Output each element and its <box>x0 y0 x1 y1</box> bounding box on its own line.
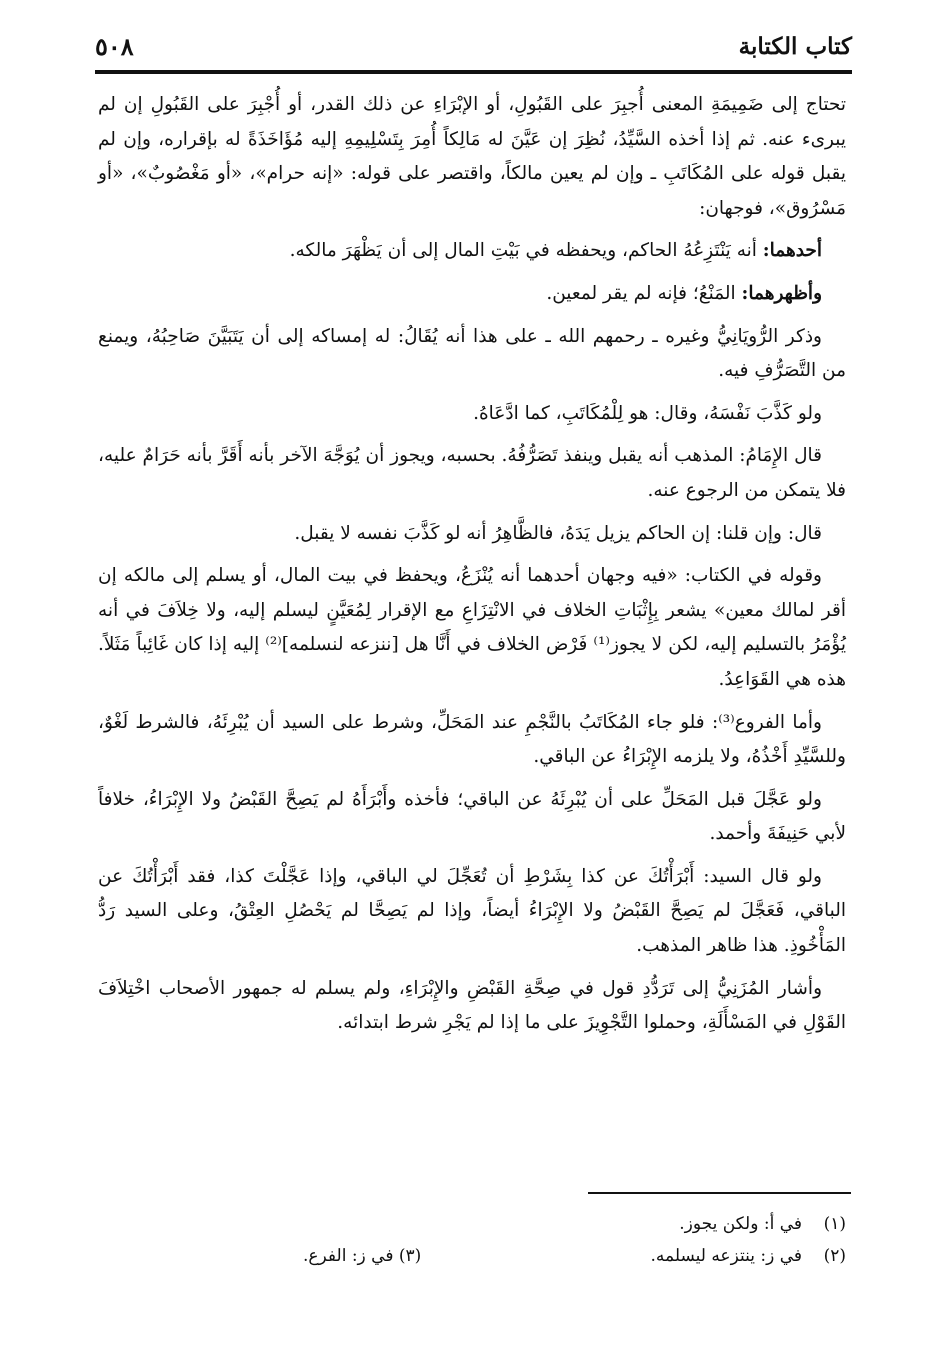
paragraph-2 <box>98 234 846 269</box>
footnote-divider <box>588 1192 851 1194</box>
first-view-label: أحدهما: <box>762 240 822 262</box>
paragraph-7: قال: وإن قلنا: إن الحاكم يزيل يَدَهُ، فالظَّاهِرُ أنه لو كَذَّبَ نفسه لا يقبل. <box>294 522 822 544</box>
footnote-3: (٣) في ز: الفرع. <box>303 1246 422 1266</box>
footnote-2 <box>98 1240 846 1272</box>
footnotes <box>98 1208 846 1272</box>
paragraph-10: ولو عَجَّلَ قبل المَحَلِّ على أن يُبْرِئَهُ عن الباقي؛ فأخذه وأَبْرَأَهُ لم يَصِحَّ القَبْضُ ولا الإِبْرَاءُ، خلافاً لأبي حَنِيفَةَ وأحمد. <box>98 788 846 845</box>
paragraph-11: ولو قال السيد: أَبْرَأْتُكَ عن كذا بِشَرْطِ أن تُعَجِّلَ لي الباقي، وإذا عَجَّلْتَ كذا، فقد أَبْرَأْتُكَ عن الباقي، فَعَجَّلَ لم يَصِحَّ القَبْضُ ولا الإِبْرَاءُ أيضاً، وإذا لم يَصِحَّا لم يَحْصُلِ العِتْقُ، وعلى السيد رَدُّ المَأْخُوذِ. هذا ظاهر المذهب. <box>98 865 846 957</box>
paragraph-3 <box>98 277 846 312</box>
footnote-1 <box>98 1208 846 1240</box>
footnote-number: (٢) <box>823 1246 846 1266</box>
main-text <box>98 88 846 1041</box>
footnote-number: (١) <box>823 1214 846 1234</box>
paragraph-6: قال الإِمَامُ: المذهب أنه يقبل وينفذ تَصَرُّفُهُ. بحسبه، ويجوز أن يُوَجَّهَ الآخر بأنه أَقَرَّ بأنه حَرَامٌ عليه، فلا يتمكن من الرجوع عنه. <box>98 445 846 501</box>
book-title: كتاب الكتابة <box>738 32 852 60</box>
page-number: ٥٠٨ <box>95 31 134 61</box>
paragraph-8: وقوله في الكتاب: «فيه وجهان أحدهما أنه يُنْزَعُ، ويحفظ في بيت المال، أو يسلم إلى مالكه إن أقر لمالك معين» يشعر بِإِثْبَاتِ الخلاف في الانْتِزَاعِ مع الإقرار لِمُعَيَّنٍ ليسلم إليه، ولا خِلاَفَ في أنه يُؤْمَرُ بالتسليم إليه، لكن لا يجوز⁽¹⁾ فَرْض الخلاف في أَنَّا هل [ننزعه لنسلمه]⁽²⁾ إليه إذا كان غَائِباً مَثَلاً. هذه هي القَوَاعِدُ. <box>98 565 846 690</box>
footnote-text: في أ: ولكن يجوز. <box>679 1214 802 1234</box>
first-view-text: أنه يَنْتَزِعُهُ الحاكم، ويحفظه في بَيْتِ المال إلى أن يَظْهَرَ مالكه. <box>289 240 763 262</box>
header-divider <box>95 70 852 74</box>
paragraph-12: وأشار المُزَنِيُّ إلى تَرَدُّدِ قول في صِحَّةِ القَبْضِ والإِبْرَاءِ، ولم يسلم له جمهور الأصحاب اخْتِلاَفَ القَوْلِ في المَسْأَلَةِ، وحملوا التَّجْوِيزَ على ما إذا لم يَجْرِ شرط ابتدائه. <box>98 977 846 1034</box>
paragraph-5: ولو كَذَّبَ نَفْسَهُ، وقال: هو لِلْمُكَاتَبِ، كما ادَّعَاهُ. <box>473 402 822 424</box>
paragraph-1: تحتاج إلى ضَمِيمَةِ المعنى أُجبِرَ على القَبُولِ، أو الإبْرَاءِ عن ذلك القدر، أو أُجْبِرَ على القَبُولِ إن لم يبرىء عنه. ثم إذا أخذه السَّيِّدُ، نُظِرَ إن عَيَّنَ له مَالِكاً أُمِرَ بِتَسْلِيمِهِ إليه مُؤَاخَذَةً له بإقراره، وإن لم يقبل قوله على المُكَاتَبِ ـ وإن لم يعين مالكاً، واقتصر على قوله: «إنه حرام»، «أو مَغْصُوبٌ»، «أو مَسْرُوق»، فوجهان: <box>98 94 846 219</box>
second-view-text: المَنْعُ؛ فإنه لم يقر لمعين. <box>546 282 742 304</box>
page-header <box>95 22 852 70</box>
footnote-text: في ز: ينتزعه ليسلمه. <box>650 1246 802 1266</box>
paragraph-4: وذكر الرُّويَانِيُّ وغيره ـ رحمهم الله ـ على هذا أنه يُقَالُ: له إمساكه إلى أن يَتَبَيَّنَ صَاحِبُهُ، ويمنع من التَّصَرُّفِ فيه. <box>98 325 846 382</box>
second-view-label: وأظهرهما: <box>741 282 822 304</box>
paragraph-9: وأما الفروع⁽³⁾: فلو جاء المُكَاتَبُ بالنَّجْمِ عند المَحَلِّ، وشرط على السيد أن يُبْرِئَهُ، فالشرط لَغْوٌ، وللسَّيِّدِ أَخْذُهُ، ولا يلزمه الإِبْرَاءُ عن الباقي. <box>98 711 846 768</box>
